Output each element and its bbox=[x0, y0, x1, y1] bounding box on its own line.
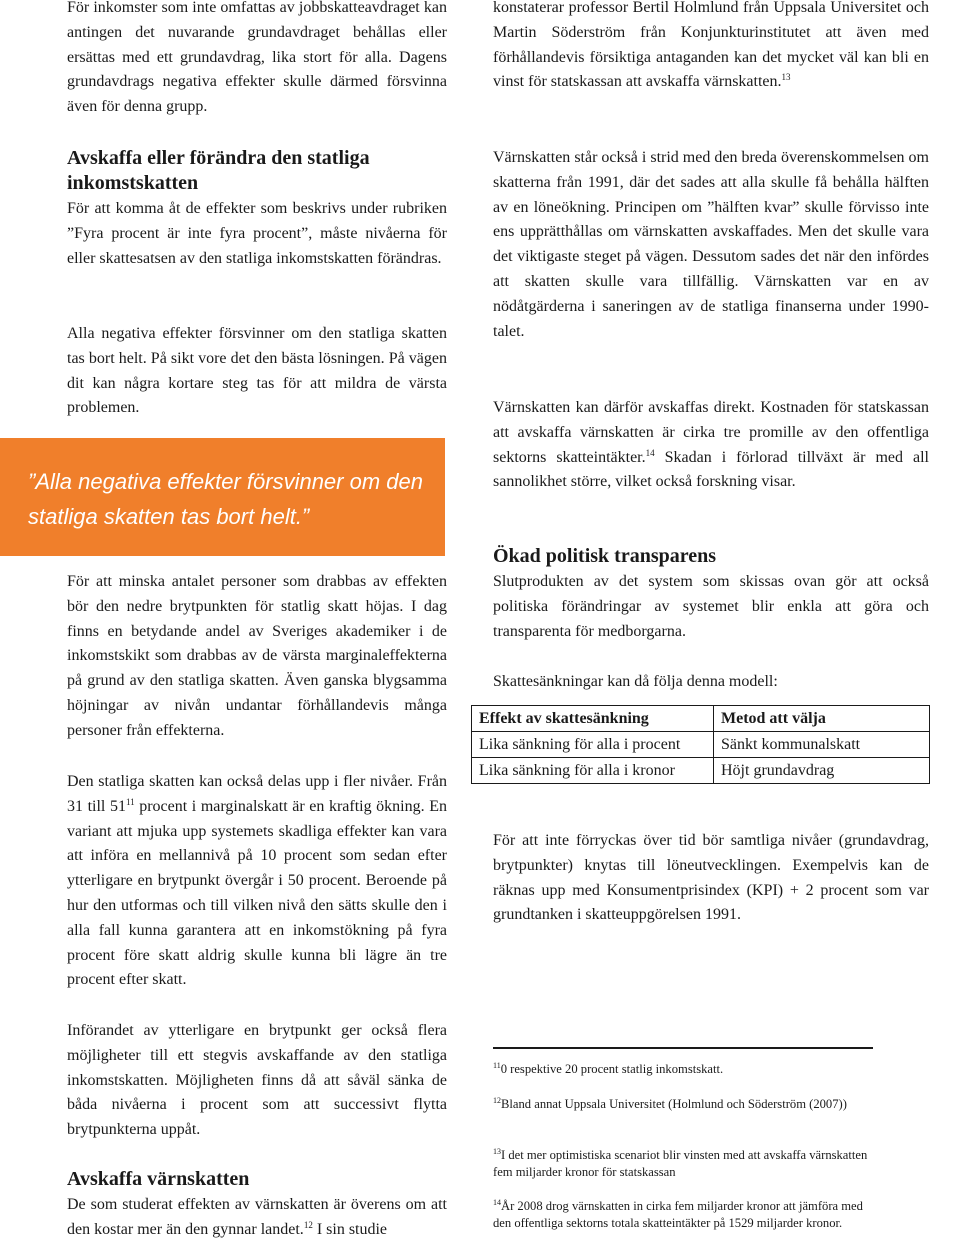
table-cell: Lika sänkning för alla i kronor bbox=[472, 758, 714, 784]
footnote-ref: 14 bbox=[645, 447, 655, 458]
body-paragraph: Värnskatten står också i strid med den breda överenskommelsen om skatterna från 1991, där det sades att alla skulle få behålla hälften av en löneökning. Principen om ”hälften kvar” skulle förvisso inte ens upprätthållas om värnskatten avskaffades. Men det skulle vara det viktigaste steget på vägen. Dessutom sades det när den infördes att skatten skulle vara tillfällig. Värnskatten var en av nödåtgärderna i saneringen av de statliga finanserna under 1990-talet. bbox=[493, 149, 929, 340]
table-cell: Höjt grundavdrag bbox=[714, 758, 930, 784]
tax-model-table bbox=[471, 705, 930, 784]
table-cell: Lika sänkning för alla i procent bbox=[472, 732, 714, 758]
body-paragraph: För att minska antalet personer som drabbas av effekten bör den nedre brytpunkten för statlig skatt höjas. I dag finns en betydande andel av Sveriges akademiker i de inkomstskikt som drabbas av de värsta marginaleffekterna på grund av den statliga skatten. Även ganska blygsamma höjningar av nivån undantar förhållandevis många personer från effekterna. bbox=[67, 573, 447, 739]
body-paragraph: Den statliga skatten kan också delas upp i fler nivåer. Från 31 till $51^{11}$ procent i marginalskatt är en kraftig ökning. En variant att mjuka upp systemets skadliga effekter kan vara att införa en mellannivå på 10 procent som sedan efter ytterligare en brytpunkt övergår i 50 procent. Beroende på hur den utformas och till vilken nivå den sätts skulle den i alla fall kunna garantera att en inkomstökning på fyra procent före skatt aldrig skulle kunna bli lägre än tre procent efter skatt. bbox=[67, 773, 447, 989]
section-heading-varnskatten: Avskaffa värnskatten bbox=[67, 1168, 250, 1190]
table-header-cell: Metod att välja bbox=[714, 706, 930, 732]
footnote-ref: 13 bbox=[781, 72, 791, 83]
body-paragraph: Alla negativa effekter försvinner om den statliga skatten tas bort helt. På sikt vore det den bästa lösningen. På vägen dit kan några kortare steg tas för att mildra de värsta problemen. bbox=[67, 325, 447, 417]
pull-quote-text: ”Alla negativa effekter försvinner om den statliga skatten tas bort helt.” bbox=[28, 469, 423, 529]
body-paragraph: Skattesänkningar kan då följa denna modell: bbox=[493, 673, 778, 690]
footnote: $^{11}$0 respektive 20 procent statlig inkomstskatt. bbox=[493, 1061, 724, 1076]
footnote-ref: 12 bbox=[303, 1219, 313, 1230]
section-heading-transparens: Ökad politisk transparens bbox=[493, 545, 717, 567]
table-header-row bbox=[472, 706, 930, 732]
footnote-ref: 11 bbox=[125, 796, 135, 807]
section-heading-statlig-skatt: Avskaffa eller förändra den statliga inkomstskatten bbox=[67, 147, 370, 194]
footnote-number: 11 bbox=[493, 1061, 501, 1070]
table-header-cell: Effekt av skattesänkning bbox=[472, 706, 714, 732]
footnote-number: 13 bbox=[493, 1147, 501, 1156]
body-paragraph: Slutprodukten av det system som skissas ovan gör att också politiska förändringar av systemet blir enkla att göra och transparenta för medborgarna. bbox=[493, 573, 929, 640]
footnote-divider bbox=[493, 1047, 873, 1049]
footnote: $^{13}$I det mer optimistiska scenariot blir vinsten med att avskaffa värnskatten fem miljarder kronor för statskassan bbox=[493, 1147, 868, 1179]
footnote-number: 14 bbox=[493, 1198, 501, 1207]
body-paragraph: För att inte förryckas över tid bör samtliga nivåer (grundavdrag, brytpunkter) knytas till löneutvecklingen. Exempelvis kan de räknas upp med Konsumentprisindex (KPI) + 2 procent som var grundtanken i skatteuppgörelsen 1991. bbox=[493, 832, 929, 924]
body-paragraph: Införandet av ytterligare en brytpunkt ger också flera möjligheter till ett stegvis avskaffande av den statliga inkomstskatten. Möjligheten finns då att såväl sänka de båda nivåerna i procent som att successivt flytta brytpunkterna uppåt. bbox=[67, 1022, 447, 1139]
intro-paragraph: För inkomster som inte omfattas av jobbskatteavdraget kan antingen det nuvarande grundavdraget behållas eller ersättas med ett grundavdrag, lika stort för alla. Dagens grundavdrags negativa effekter skulle därmed försvinna även för denna grupp. bbox=[67, 0, 447, 116]
body-paragraph: För att komma åt de effekter som beskrivs under rubriken ”Fyra procent är inte fyra procent”, måste nivåerna för eller skattesatsen av den statliga inkomstskatten förändras. bbox=[67, 200, 447, 267]
table-row bbox=[472, 758, 930, 784]
body-paragraph: konstaterar professor Bertil Holmlund från Uppsala Universitet och Martin Söderström från Konjunkturinstitutet att även med förhållandevis försiktiga antaganden kan det mycket väl kan bli en vinst för statskassan att avskaffa värnskatten.$^{13}$ bbox=[493, 0, 929, 91]
footnote: $^{14}$År 2008 drog värnskatten in cirka fem miljarder kronor att jämföra med den offentliga sektorns totala skatteintäkter på 1529 miljarder kronor. bbox=[493, 1198, 863, 1230]
table-row bbox=[472, 732, 930, 758]
footnote-number: 12 bbox=[493, 1096, 501, 1105]
body-paragraph: Värnskatten kan därför avskaffas direkt. Kostnaden för statskassan att avskaffa värnskatten är cirka tre promille av den offentliga sektorns skatteintäkter.$^{14}$ Skadan i förlorad tillväxt är med all sannolikhet större, vilket också forskning visar. bbox=[493, 399, 930, 491]
pull-quote-box bbox=[0, 438, 445, 556]
footnote: $^{12}$Bland annat Uppsala Universitet (Holmlund och Söderström (2007)) bbox=[493, 1096, 847, 1111]
table-cell: Sänkt kommunalskatt bbox=[714, 732, 930, 758]
body-paragraph: De som studerat effekten av värnskatten är överens om att den kostar mer än den gynnar landet.$^{12}$ I sin studie bbox=[67, 1196, 447, 1238]
